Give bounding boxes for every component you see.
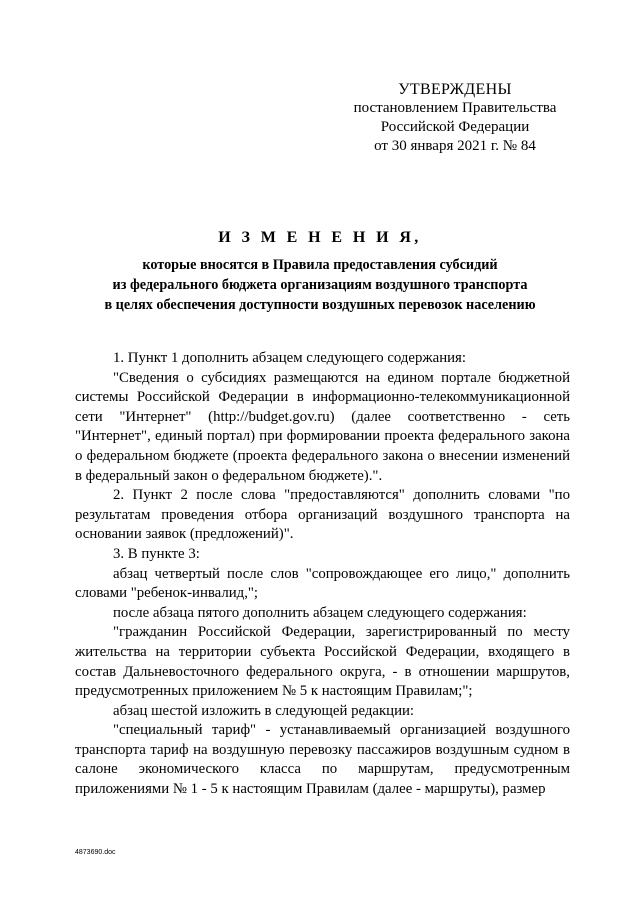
paragraph-quote-citizen: "гражданин Российской Федерации, зарегистрированный по месту жительства на территории субъекта Российской Федерации, входящего в состав Дальневосточного федерального округа, - в отношении маршрутов, предусмотренных приложением № 5 к настоящим Правилам;"; xyxy=(75,624,570,700)
subtitle-line: в целях обеспечения доступности воздушных перевозок населению xyxy=(104,297,536,313)
approval-line: Российской Федерации xyxy=(380,119,530,135)
document-subtitle xyxy=(60,255,580,315)
paragraph-item-3: 3. В пункте 3: xyxy=(113,545,200,562)
subtitle-line: из федерального бюджета организациям воздушного транспорта xyxy=(112,277,528,293)
paragraph-after-fifth: после абзаца пятого дополнить абзацем следующего содержания: xyxy=(113,604,527,621)
approval-heading: УТВЕРЖДЕНЫ xyxy=(398,81,512,98)
paragraph-item-1: 1. Пункт 1 дополнить абзацем следующего содержания: xyxy=(113,350,466,366)
paragraph-item-2: 2. Пункт 2 после слова "предоставляются" дополнить словами "по результатам проведения отбора организаций воздушного транспорта на основании заявок (предложений)". xyxy=(75,487,570,543)
file-name-footer: 4873690.doc xyxy=(75,849,116,856)
approval-date-line: от 30 января 2021 г. № 84 xyxy=(374,138,536,154)
document-body xyxy=(75,349,570,800)
paragraph-fourth-abzac: абзац четвертый после слов "сопровождающее его лицо," дополнить словами "ребенок-инвалид,"; xyxy=(75,565,570,602)
paragraph-quote-special-tariff: "специальный тариф" - устанавливаемый организацией воздушного транспорта тариф на воздушную перевозку пассажиров воздушным судном в салоне экономического класса по маршрутам, предусмотренным приложениями № 1 - 5 к настоящим Правилам (далее - маршруты), размер xyxy=(75,722,570,798)
paragraph-quote-budget-portal: "Сведения о субсидиях размещаются на едином портале бюджетной системы Российской Федерации в информационно-телекоммуникационной сети "Интернет" (http://budget.gov.ru) (далее соответственно - сеть "Интернет", единый портал) при формировании проекта федерального закона о федеральном бюджете (проекта федерального закона о внесении изменений в федеральный закон о федеральном бюджете).". xyxy=(75,369,570,484)
document-title: И З М Е Н Е Н И Я, xyxy=(218,229,422,246)
approval-block xyxy=(330,80,580,156)
subtitle-line: которые вносятся в Правила предоставления субсидий xyxy=(142,257,498,273)
paragraph-sixth-abzac: абзац шестой изложить в следующей редакции: xyxy=(113,702,415,719)
approval-line: постановлением Правительства xyxy=(353,100,557,116)
